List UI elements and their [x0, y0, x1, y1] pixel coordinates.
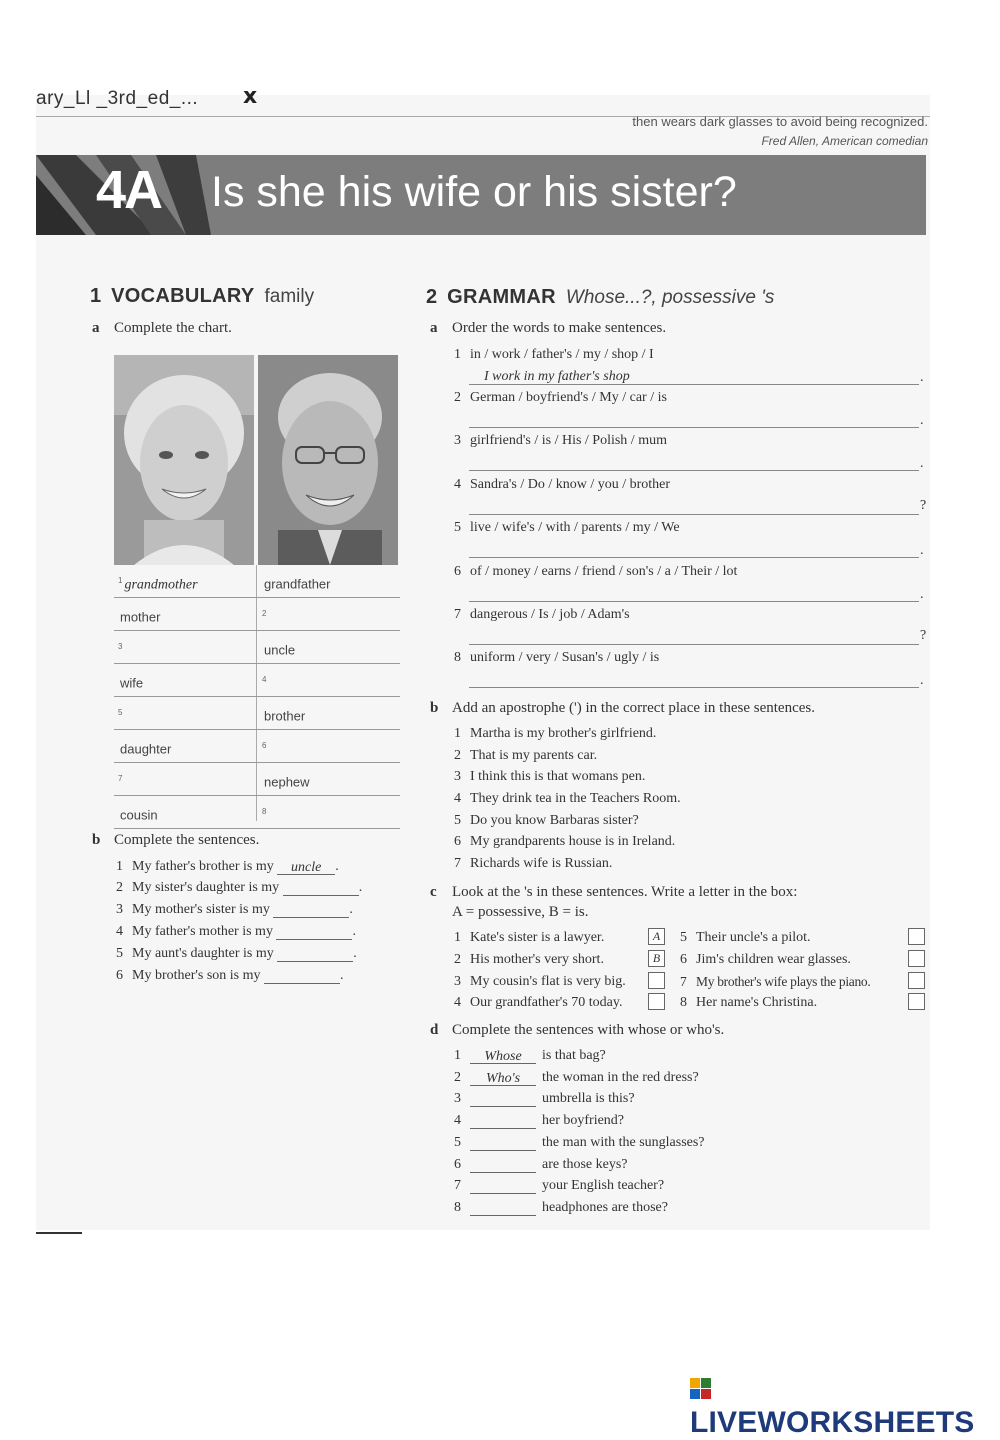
answer-field[interactable]: I work in my father's shop: [484, 369, 630, 384]
sentence-text: That is my parents car.: [470, 748, 598, 763]
word-prompt: girlfriend's / is / His / Polish / mum: [470, 433, 667, 448]
item-number: 4: [454, 477, 461, 492]
item-number: 5: [454, 1135, 461, 1150]
answer-box[interactable]: [908, 993, 925, 1010]
sentence-text: are those keys?: [542, 1157, 628, 1172]
chart-row: [114, 565, 400, 598]
order-item: [454, 607, 630, 623]
order-item: [454, 564, 737, 580]
answer-field[interactable]: [273, 903, 349, 918]
item-number: 7: [454, 1178, 461, 1193]
item-number: 1: [118, 576, 123, 585]
sentence-text: headphones are those?: [542, 1200, 668, 1215]
chart-cell-right[interactable]: [262, 796, 398, 828]
end-punctuation: .: [920, 456, 924, 471]
order-item: [454, 390, 667, 406]
answer-line: [469, 644, 919, 645]
cell-text: wife: [120, 675, 144, 691]
answer-line: [469, 384, 919, 385]
item-number: 3: [118, 642, 123, 651]
sentence-text: I think this is that womans pen.: [470, 769, 646, 784]
whose-item: [454, 1157, 628, 1173]
instruction-text: Order the words to make sentences.: [452, 320, 667, 336]
answer-field[interactable]: [470, 1092, 536, 1107]
sentence-text: Richards wife is Russian.: [470, 856, 613, 871]
end-punctuation: ?: [920, 498, 927, 513]
item-number: 5: [454, 813, 461, 828]
cell-text: nephew: [264, 774, 310, 790]
unit-number: 4A: [96, 160, 162, 220]
instruction-text: Look at the 's in these sentences. Write a letter in the box:: [452, 884, 798, 900]
end-punctuation: .: [920, 543, 924, 558]
item-number: 8: [680, 995, 687, 1010]
unit-banner: [36, 155, 926, 235]
item-number: 2: [454, 952, 461, 967]
sentence-text: her boyfriend?: [542, 1113, 625, 1128]
chart-cell-right[interactable]: [262, 664, 398, 696]
word-prompt: in / work / father's / my / shop / I: [470, 347, 654, 362]
instruction-text: Add an apostrophe (') in the correct place in these sentences.: [452, 700, 815, 716]
sentence-text: Our grandfather's 70 today.: [470, 995, 623, 1010]
whose-item: [454, 1178, 664, 1194]
item-number: 4: [262, 675, 267, 684]
sentence-item: 3 My mother's sister is my .: [116, 902, 353, 917]
sentence-text: My mother's sister is my: [132, 902, 270, 917]
sentence-text: They drink tea in the Teachers Room.: [470, 791, 681, 806]
chart-cell-right[interactable]: [262, 697, 398, 729]
sentence-text: Martha is my brother's girlfriend.: [470, 726, 657, 741]
item-number: 6: [454, 834, 461, 849]
item-number: 6: [454, 1157, 461, 1172]
word-prompt: German / boyfriend's / My / car / is: [470, 390, 667, 405]
liveworksheets-logo: [690, 1372, 1000, 1440]
chart-row: [114, 598, 400, 631]
subsection-letter: d: [430, 1022, 439, 1038]
instruction-text: Complete the sentences.: [114, 832, 260, 848]
section-1-topic: family: [264, 286, 315, 307]
sentence-item: 6 My brother's son is my .: [116, 968, 344, 983]
quote-author: Fred Allen, American comedian: [761, 134, 928, 148]
chart-cell-left[interactable]: [118, 796, 254, 828]
item-number: 3: [116, 902, 123, 917]
whose-item: [454, 1200, 668, 1216]
subsection-letter: b: [430, 700, 439, 716]
sentence-item: 2 My sister's daughter is my .: [116, 880, 363, 895]
order-item: [454, 477, 670, 493]
subsection-letter: b: [92, 832, 101, 848]
grandmother-photo: [114, 355, 254, 565]
answer-field[interactable]: Whose: [470, 1049, 536, 1064]
family-chart: [114, 565, 400, 829]
item-number: 7: [680, 974, 687, 989]
sentence-text: the man with the sunglasses?: [542, 1135, 705, 1150]
sentence-text: the woman in the red dress?: [542, 1070, 699, 1085]
section-1-name: VOCABULARY: [111, 285, 255, 307]
subsection-letter: a: [92, 320, 100, 336]
chart-cell-right[interactable]: [262, 763, 398, 795]
item-number: 3: [454, 974, 461, 989]
box-item: [454, 930, 604, 946]
chart-row: [114, 730, 400, 763]
box-item: [680, 952, 851, 968]
box-item: [680, 974, 870, 990]
chart-row: [114, 697, 400, 730]
answer-line: [469, 687, 919, 688]
item-number: 6: [454, 564, 461, 579]
order-item: [454, 520, 680, 536]
chart-cell-left[interactable]: [118, 730, 254, 762]
whose-item: [454, 1113, 624, 1129]
section-2a-instruction: [430, 320, 666, 337]
end-punctuation: ?: [920, 628, 927, 643]
section-2d-instruction: [430, 1022, 724, 1039]
sentence-text: Jim's children wear glasses.: [696, 952, 851, 967]
order-item: [454, 650, 659, 666]
end-punctuation: .: [920, 587, 924, 602]
sentence-text: umbrella is this?: [542, 1091, 635, 1106]
word-prompt: Sandra's / Do / know / you / brother: [470, 477, 671, 492]
answer-field[interactable]: [470, 1136, 536, 1151]
item-number: 3: [454, 769, 461, 784]
browser-tab-title[interactable]: ary_Ll _3rd_ed_...: [36, 88, 199, 108]
cell-text: uncle: [264, 642, 296, 658]
cell-text: cousin: [120, 807, 158, 823]
item-number: 4: [454, 995, 461, 1010]
answer-field[interactable]: [470, 1114, 536, 1129]
word-prompt: uniform / very / Susan's / ugly / is: [470, 650, 660, 665]
item-number: 2: [262, 609, 267, 618]
end-punctuation: .: [920, 673, 924, 688]
footer-rule: [36, 1232, 82, 1234]
section-2c-instruction: [430, 884, 797, 901]
answer-line: [469, 427, 919, 428]
item-number: 6: [262, 741, 267, 750]
section-2-name: GRAMMAR: [447, 286, 556, 308]
answer-line: [469, 470, 919, 471]
whose-item: [454, 1135, 705, 1151]
answer-field[interactable]: [276, 925, 352, 940]
section-2c-key: A = possessive, B = is.: [452, 904, 589, 920]
answer-field[interactable]: [264, 969, 340, 984]
apostrophe-item[interactable]: [454, 769, 645, 785]
cell-text: brother: [264, 708, 306, 724]
item-number: 5: [680, 930, 687, 945]
answer-field[interactable]: [283, 881, 359, 896]
item-number: 1: [454, 347, 461, 362]
section-2-heading: [426, 286, 774, 309]
apostrophe-item[interactable]: [454, 813, 639, 829]
cell-text: daughter: [120, 741, 172, 757]
sentence-text: My brother's wife plays the piano.: [696, 974, 871, 989]
chart-row: [114, 763, 400, 796]
answer-field[interactable]: [470, 1179, 536, 1194]
sentence-item: 5 My aunt's daughter is my .: [116, 946, 357, 961]
section-1-number: 1: [90, 285, 102, 307]
instruction-text: Complete the chart.: [114, 320, 232, 336]
grandfather-photo: [258, 355, 398, 565]
item-number: 8: [454, 1200, 461, 1215]
chart-cell-right[interactable]: [262, 631, 398, 663]
item-number: 8: [262, 807, 267, 816]
liveworksheets-icon: [690, 1378, 712, 1400]
answer-field[interactable]: Who's: [470, 1071, 536, 1086]
whose-item: [454, 1048, 606, 1064]
page-title: Is she his wife or his sister?: [211, 168, 737, 216]
apostrophe-item[interactable]: [454, 834, 675, 850]
answer-box[interactable]: B: [648, 950, 665, 967]
chart-cell-right[interactable]: [262, 565, 398, 597]
sentence-text: Her name's Christina.: [696, 995, 818, 1010]
sentence-text: Kate's sister is a lawyer.: [470, 930, 605, 945]
section-1a-instruction: [92, 320, 232, 337]
end-punctuation: .: [920, 413, 924, 428]
chart-cell-right[interactable]: [262, 598, 398, 630]
item-number: 1: [454, 1048, 461, 1063]
item-number: 4: [116, 924, 123, 939]
answer-box[interactable]: [908, 950, 925, 967]
answer-line: [469, 601, 919, 602]
item-number: 8: [454, 650, 461, 665]
answer-field[interactable]: [277, 947, 353, 962]
box-item: [454, 952, 604, 968]
sentence-text: My father's brother is my: [132, 859, 274, 874]
whose-item: [454, 1091, 635, 1107]
cell-text: grandmother: [124, 577, 198, 593]
word-prompt: of / money / earns / friend / son's / a / Their / lot: [470, 564, 738, 579]
chart-row: [114, 796, 400, 829]
apostrophe-item[interactable]: [454, 856, 612, 872]
answer-box[interactable]: [908, 928, 925, 945]
item-number: 3: [454, 1091, 461, 1106]
subsection-letter: c: [430, 884, 437, 900]
quote-text: then wears dark glasses to avoid being recognized.: [632, 114, 928, 129]
item-number: 2: [454, 1070, 461, 1085]
sentence-text: Their uncle's a pilot.: [696, 930, 811, 945]
chart-cell-left[interactable]: [118, 565, 254, 597]
answer-field[interactable]: [470, 1158, 536, 1173]
item-number: 5: [116, 946, 123, 961]
answer-field[interactable]: [470, 1201, 536, 1216]
sentence-item: 4 My father's mother is my .: [116, 924, 356, 939]
chart-cell-right[interactable]: [262, 730, 398, 762]
apostrophe-item[interactable]: [454, 726, 656, 742]
item-number: 4: [454, 1113, 461, 1128]
sentence-text: Do you know Barbaras sister?: [470, 813, 639, 828]
item-number: 1: [454, 930, 461, 945]
chart-row: [114, 631, 400, 664]
answer-box[interactable]: [908, 972, 925, 989]
word-prompt: live / wife's / with / parents / my / We: [470, 520, 680, 535]
answer-line: [469, 557, 919, 558]
sentence-text: My brother's son is my: [132, 968, 261, 983]
item-number: 3: [454, 433, 461, 448]
sentence-text: My aunt's daughter is my: [132, 946, 274, 961]
answer-box[interactable]: [648, 972, 665, 989]
cell-text: grandfather: [264, 576, 331, 592]
section-2-topic: Whose...?, possessive 's: [565, 287, 775, 308]
answer-field[interactable]: uncle: [277, 860, 335, 875]
item-number: 4: [454, 791, 461, 806]
item-number: 5: [454, 520, 461, 535]
item-number: 1: [454, 726, 461, 741]
chart-cell-left[interactable]: [118, 631, 254, 663]
box-item: [680, 930, 811, 946]
sentence-text: His mother's very short.: [470, 952, 604, 967]
item-number: 7: [454, 607, 461, 622]
item-number: 7: [454, 856, 461, 871]
apostrophe-item[interactable]: [454, 791, 681, 807]
chart-cell-left[interactable]: [118, 763, 254, 795]
section-1b-instruction: [92, 832, 259, 849]
cell-text: mother: [120, 609, 161, 625]
item-number: 2: [454, 748, 461, 763]
instruction-text: Complete the sentences with whose or who's.: [452, 1022, 725, 1038]
sentence-text: My sister's daughter is my: [132, 880, 280, 895]
chart-cell-left[interactable]: [118, 598, 254, 630]
chart-cell-left[interactable]: [118, 697, 254, 729]
box-item: [454, 974, 626, 990]
apostrophe-item[interactable]: [454, 748, 597, 764]
answer-line: [469, 514, 919, 515]
chart-cell-left[interactable]: [118, 664, 254, 696]
chart-row: [114, 664, 400, 697]
sentence-text: My cousin's flat is very big.: [470, 974, 626, 989]
section-1-heading: [90, 285, 314, 308]
sentence-item: 1 My father's brother is my uncle .: [116, 859, 339, 875]
box-item: [454, 995, 622, 1011]
sentence-text: is that bag?: [542, 1048, 606, 1063]
section-2-number: 2: [426, 286, 438, 308]
close-icon[interactable]: x: [243, 84, 258, 109]
whose-item: [454, 1070, 699, 1086]
item-number: 6: [680, 952, 687, 967]
answer-box[interactable]: [648, 993, 665, 1010]
answer-box[interactable]: A: [648, 928, 665, 945]
subsection-letter: a: [430, 320, 438, 336]
order-item: [454, 347, 654, 363]
order-item: [454, 433, 667, 449]
item-number: 2: [116, 880, 123, 895]
item-number: 7: [118, 774, 123, 783]
section-2b-instruction: [430, 700, 815, 717]
item-number: 6: [116, 968, 123, 983]
end-punctuation: .: [920, 370, 924, 385]
sentence-text: My grandparents house is in Ireland.: [470, 834, 676, 849]
item-number: 5: [118, 708, 123, 717]
item-number: 2: [454, 390, 461, 405]
sentence-text: My father's mother is my: [132, 924, 273, 939]
box-item: [680, 995, 817, 1011]
liveworksheets-name: LIVEWORKSHEETS: [690, 1406, 975, 1439]
sentence-text: your English teacher?: [542, 1178, 665, 1193]
item-number: 1: [116, 859, 123, 874]
word-prompt: dangerous / Is / job / Adam's: [470, 607, 630, 622]
